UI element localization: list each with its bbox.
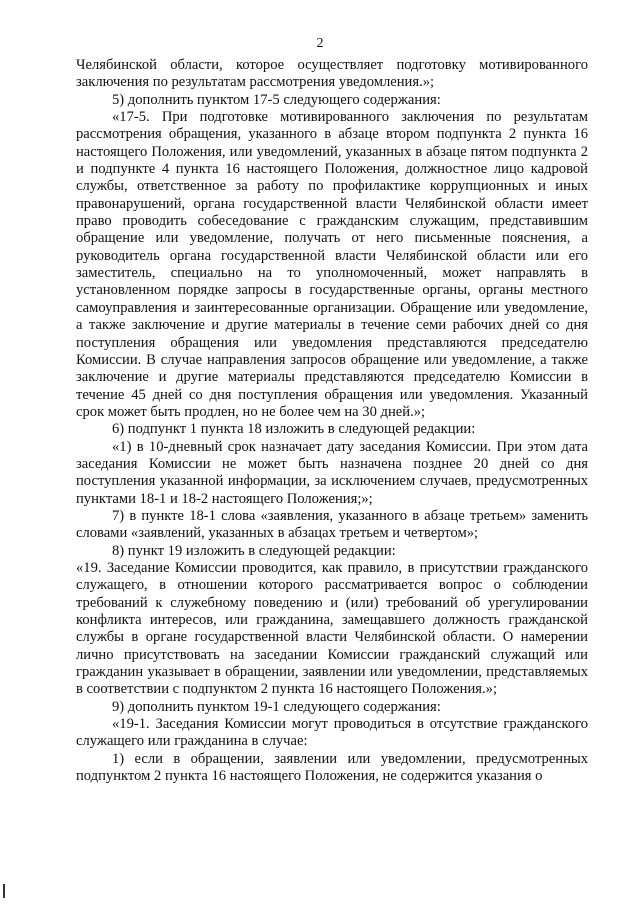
paragraph-8: «19. Заседание Комиссии проводится, как правило, в присутствии гражданского служащего, в отношении которого рассматривается вопрос о соблюдении требований к служебному поведению и (или) требований об урегулировании конфликта интересов, или гражданина, замещавшего должность гражданской службы в органе государственной власти Челябинской области. О намерении лично присутствовать на заседании Комиссии гражданский служащий или гражданин указывает в обращении, заявлении или уведомлении, представляемых в соответствии с подпунктом 2 пункта 16 настоящего Положения.»;: [76, 559, 588, 698]
paragraph-9: 9) дополнить пунктом 19-1 следующего содержания:: [112, 698, 441, 715]
paragraph-10: «19-1. Заседания Комиссии могут проводиться в отсутствие гражданского служащего или гражданина в случае:: [76, 716, 588, 750]
paragraph-2: 5) дополнить пунктом 17-5 следующего содержания:: [112, 91, 441, 108]
paragraph-1: Челябинской области, которое осуществляет подготовку мотивированного заключения по результатам рассмотрения уведомления.»;: [76, 57, 588, 91]
paragraph-4: 6) подпункт 1 пункта 18 изложить в следующей редакции:: [112, 421, 476, 438]
paragraph-3: «17-5. При подготовке мотивированного заключения по результатам рассмотрения обращения, указанного в абзаце втором подпункта 2 пункта 16 настоящего Положения, или уведомлений, указанных в абзаце пятом подпункта 2 и подпункте 4 пункта 16 настоящего Положения, должностное лицо кадровой службы, ответственное за работу по профилактике коррупционных и иных правонарушений, органа государственной власти Челябинской области имеет право проводить собеседование с гражданским служащим, представившим обращение или уведомление, получать от него письменные пояснения, а руководитель органа государственной власти Челябинской области или его заместитель, специально на то уполномоченный, может направлять в установленном порядке запросы в государственные органы, органы местного самоуправления и заинтересованные организации. Обращение или уведомление, а также заключение и другие материалы в течение семи рабочих дней со дня поступления обращения или уведомления представляются председателю Комиссии. В случае направления запросов обращение или уведомление, а также заключение и другие материалы представляются председателю Комиссии в течение 45 дней со дня поступления обращения или уведомления. Указанный срок может быть продлен, но не более чем на 30 дней.»;: [76, 109, 588, 420]
paragraph-6: 7) в пункте 18-1 слова «заявления, указанного в абзаце третьем» заменить словами «заявлений, указанных в абзацах третьем и четвертом»;: [76, 507, 588, 542]
scan-edge-mark: [3, 884, 5, 898]
paragraph-11: 1) если в обращении, заявлении или уведомлении, предусмотренных подпунктом 2 пункта 16 настоящего Положения, не содержится указания о: [76, 750, 588, 785]
page-number: 2: [316, 36, 324, 51]
document-body: [76, 57, 588, 785]
paragraph-5: «1) в 10-дневный срок назначает дату заседания Комиссии. При этом дата заседания Комиссии не может быть назначена позднее 20 дней со дня поступления указанной информации, за исключением случаев, предусмотренных пунктами 18-1 и 18-2 настоящего Положения;»;: [76, 438, 588, 507]
paragraph-7: 8) пункт 19 изложить в следующей редакции:: [112, 542, 396, 559]
